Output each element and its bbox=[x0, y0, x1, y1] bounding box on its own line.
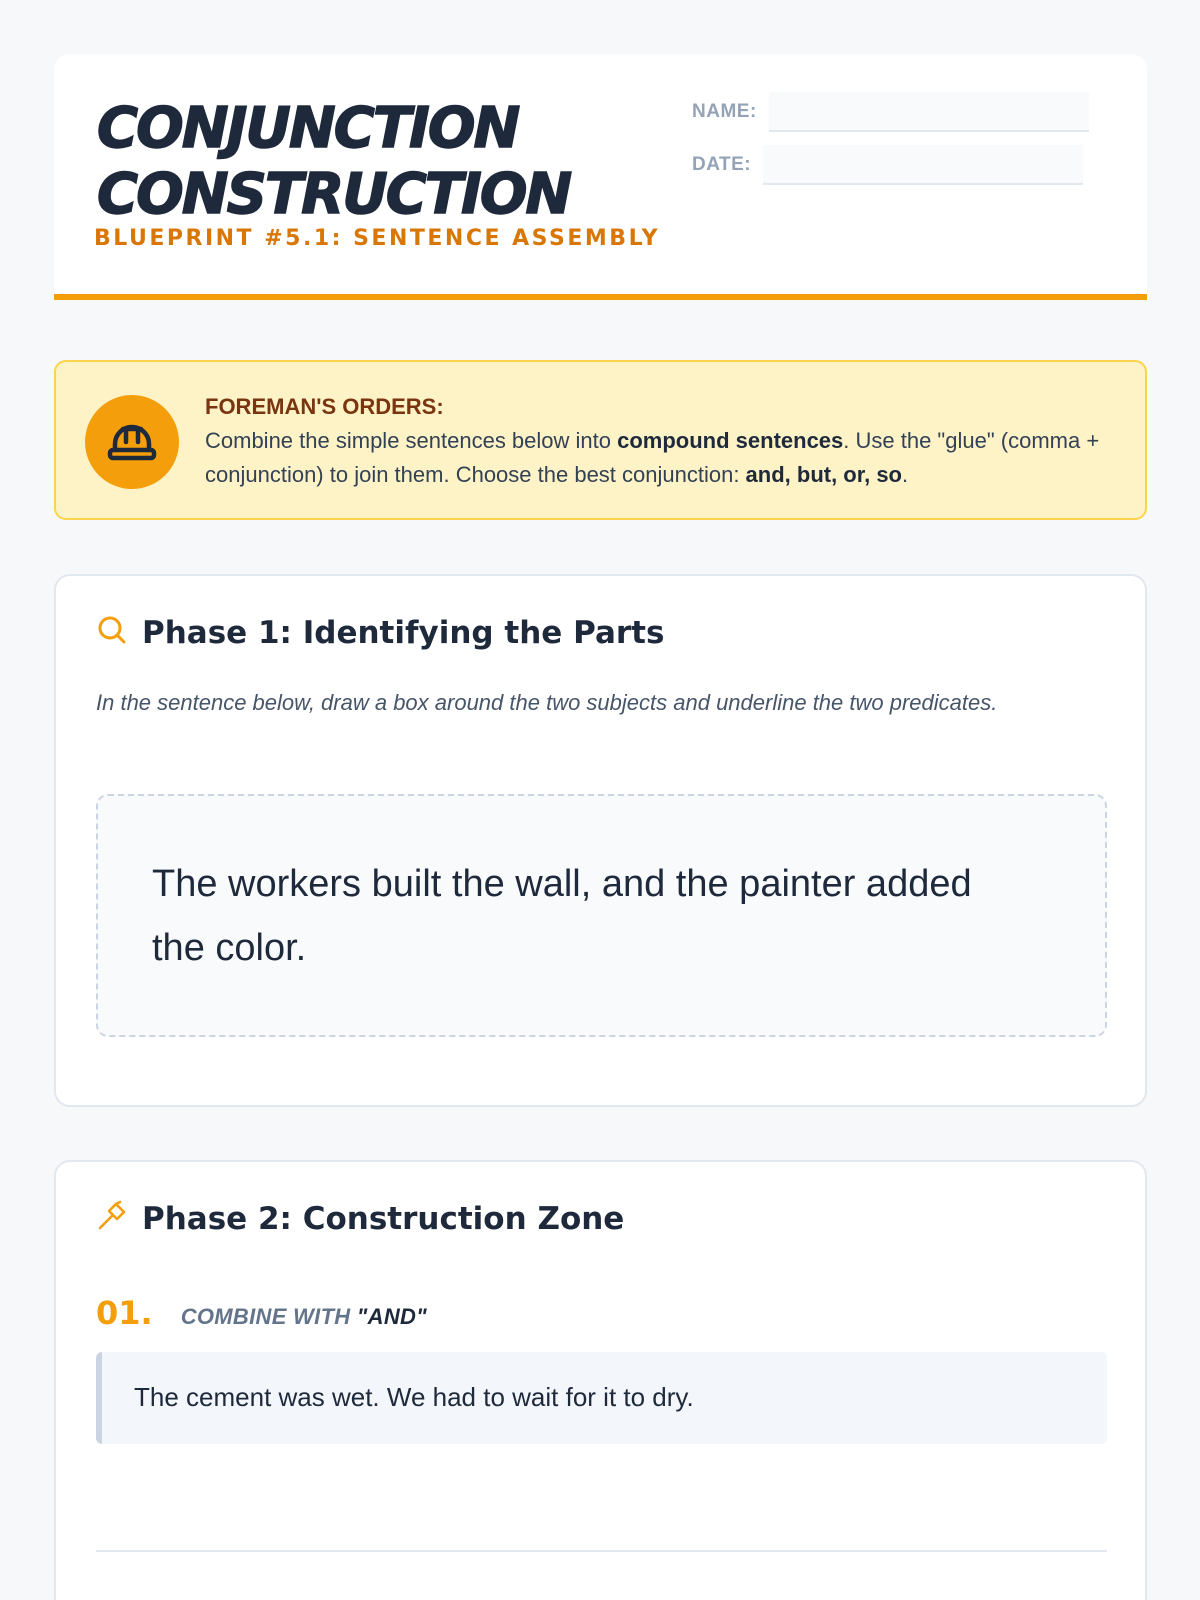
phase-2-title: Phase 2: Construction Zone bbox=[142, 1200, 625, 1237]
phase-1-header bbox=[96, 614, 664, 651]
name-field[interactable] bbox=[769, 92, 1089, 132]
hammer-icon bbox=[96, 1200, 128, 1237]
date-field[interactable] bbox=[763, 145, 1083, 185]
question-1-header bbox=[96, 1294, 427, 1332]
name-label: NAME: bbox=[692, 101, 757, 122]
page-title bbox=[97, 96, 570, 228]
answer-line[interactable] bbox=[96, 1550, 1107, 1552]
orders-text-3: . bbox=[902, 462, 909, 487]
date-field-row bbox=[692, 145, 1083, 185]
phase-2-header bbox=[96, 1200, 624, 1237]
question-conjunction: "AND" bbox=[356, 1304, 427, 1329]
orders-text-2: . Use the "glue" (comma + conjunction) to join them. Choose the best conjunction: bbox=[205, 428, 1100, 487]
date-label: DATE: bbox=[692, 154, 752, 175]
sentence-text: The workers built the wall, and the painter added the color. bbox=[152, 863, 972, 969]
sentence-box[interactable] bbox=[96, 794, 1107, 1037]
title-line-1: CONJUNCTION bbox=[97, 96, 519, 161]
magnifier-icon bbox=[96, 614, 128, 651]
worksheet-header bbox=[54, 54, 1147, 300]
orders-emphasis-conjunctions: and, but, or, so bbox=[745, 462, 902, 487]
orders-emphasis-compound: compound sentences bbox=[617, 428, 844, 453]
question-label bbox=[181, 1304, 427, 1330]
title-line-2: CONSTRUCTION bbox=[97, 162, 571, 227]
page-subtitle: BLUEPRINT #5.1: SENTENCE ASSEMBLY bbox=[94, 226, 661, 251]
phase-1-card bbox=[54, 574, 1147, 1107]
orders-title: FOREMAN'S ORDERS: bbox=[205, 394, 444, 419]
question-1-prompt bbox=[96, 1352, 1107, 1444]
hard-hat-icon bbox=[85, 395, 179, 489]
orders-callout bbox=[54, 360, 1147, 520]
question-prompt-text: The cement was wet. We had to wait for it to dry. bbox=[134, 1382, 694, 1412]
orders-text-1: Combine the simple sentences below into bbox=[205, 428, 618, 453]
question-number: 01. bbox=[96, 1294, 153, 1332]
orders-body bbox=[205, 424, 1125, 492]
phase-2-card bbox=[54, 1160, 1147, 1600]
name-field-row bbox=[692, 92, 1089, 132]
phase-1-instruction: In the sentence below, draw a box around the two subjects and underline the two predicates. bbox=[96, 690, 998, 715]
phase-1-title: Phase 1: Identifying the Parts bbox=[142, 614, 665, 651]
question-label-prefix: COMBINE WITH bbox=[180, 1304, 357, 1329]
